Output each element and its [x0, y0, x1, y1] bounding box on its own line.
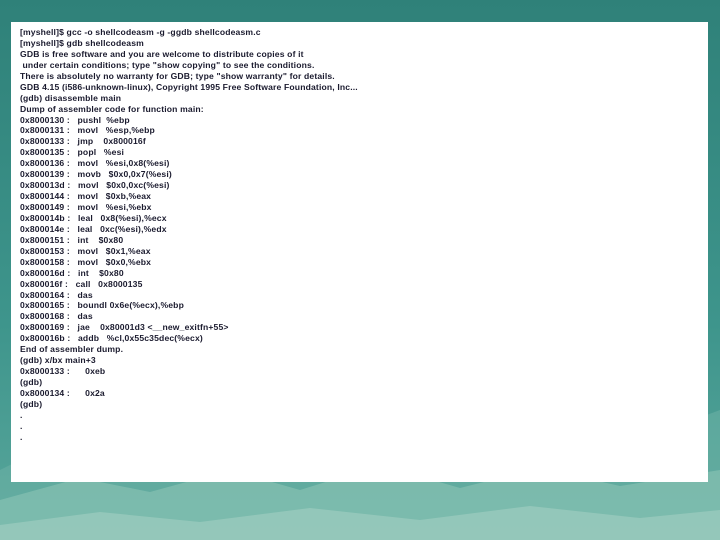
terminal-line: Dump of assembler code for function main:: [20, 103, 204, 114]
terminal-line: 0x8000139 : movb $0x0,0x7(%esi): [20, 169, 172, 180]
terminal-line: 0x8000130 : pushl %ebp: [20, 114, 130, 125]
terminal-line: [myshell]$ gdb shellcodeasm: [20, 37, 144, 48]
terminal-line: There is absolutely no warranty for GDB; type "show warranty" for details.: [20, 70, 335, 81]
terminal-line: 0x8000165 : boundl 0x6e(%ecx),%ebp: [20, 300, 184, 311]
terminal-line: .: [20, 431, 23, 442]
terminal-line: 0x8000134 : 0x2a: [20, 387, 105, 398]
terminal-line: [myshell]$ gcc -o shellcodeasm -g -ggdb shellcodeasm.c: [20, 27, 261, 37]
terminal-line: 0x8000158 : movl $0x0,%ebx: [20, 256, 152, 267]
terminal-line: 0x800013d : movl $0x0,0xc(%esi): [20, 180, 170, 191]
terminal-line: 0x8000168 : das: [20, 311, 93, 322]
terminal-line: .: [20, 420, 23, 431]
terminal-line: 0x800016b : addb %cl,0x55c35dec(%ecx): [20, 333, 203, 344]
terminal-line: (gdb): [20, 377, 43, 387]
terminal-line: (gdb): [20, 398, 43, 409]
terminal-line: 0x8000153 : movl $0x1,%eax: [20, 245, 151, 256]
terminal-line: 0x8000131 : movl %esp,%ebp: [20, 125, 155, 136]
terminal-panel: [11, 22, 708, 482]
terminal-line: 0x800014b : leal 0x8(%esi),%ecx: [20, 212, 167, 223]
terminal-line: 0x8000164 : das: [20, 289, 93, 300]
terminal-line: GDB 4.15 (i586-unknown-linux), Copyright 1995 Free Software Foundation, Inc...: [20, 81, 358, 92]
terminal-line: 0x8000136 : movl %esi,0x8(%esi): [20, 158, 170, 169]
terminal-line: 0x8000151 : int $0x80: [20, 234, 124, 245]
terminal-line: 0x8000169 : jae 0x80001d3 <__new_exitfn+55>: [20, 322, 229, 333]
terminal-line: (gdb) x/bx main+3: [20, 355, 96, 366]
terminal-line: 0x800014e : leal 0xc(%esi),%edx: [20, 223, 167, 234]
terminal-line: 0x800016f : call 0x8000135: [20, 278, 143, 289]
gdb-terminal-output: [20, 27, 700, 443]
terminal-line: .: [20, 409, 23, 420]
terminal-line: 0x8000149 : movl %esi,%ebx: [20, 202, 152, 212]
terminal-line: 0x8000144 : movl $0xb,%eax: [20, 191, 152, 202]
terminal-line: 0x8000133 : 0xeb: [20, 366, 106, 377]
terminal-line: 0x8000135 : popl %esi: [20, 147, 125, 158]
terminal-line: under certain conditions; type "show copying" to see the conditions.: [20, 59, 315, 70]
terminal-line: 0x8000133 : jmp 0x800016f: [20, 136, 146, 147]
terminal-line: (gdb) disassemble main: [20, 92, 122, 103]
terminal-line: 0x800016d : int $0x80: [20, 267, 124, 278]
terminal-line: End of assembler dump.: [20, 344, 124, 355]
terminal-line: GDB is free software and you are welcome to distribute copies of it: [20, 48, 304, 59]
